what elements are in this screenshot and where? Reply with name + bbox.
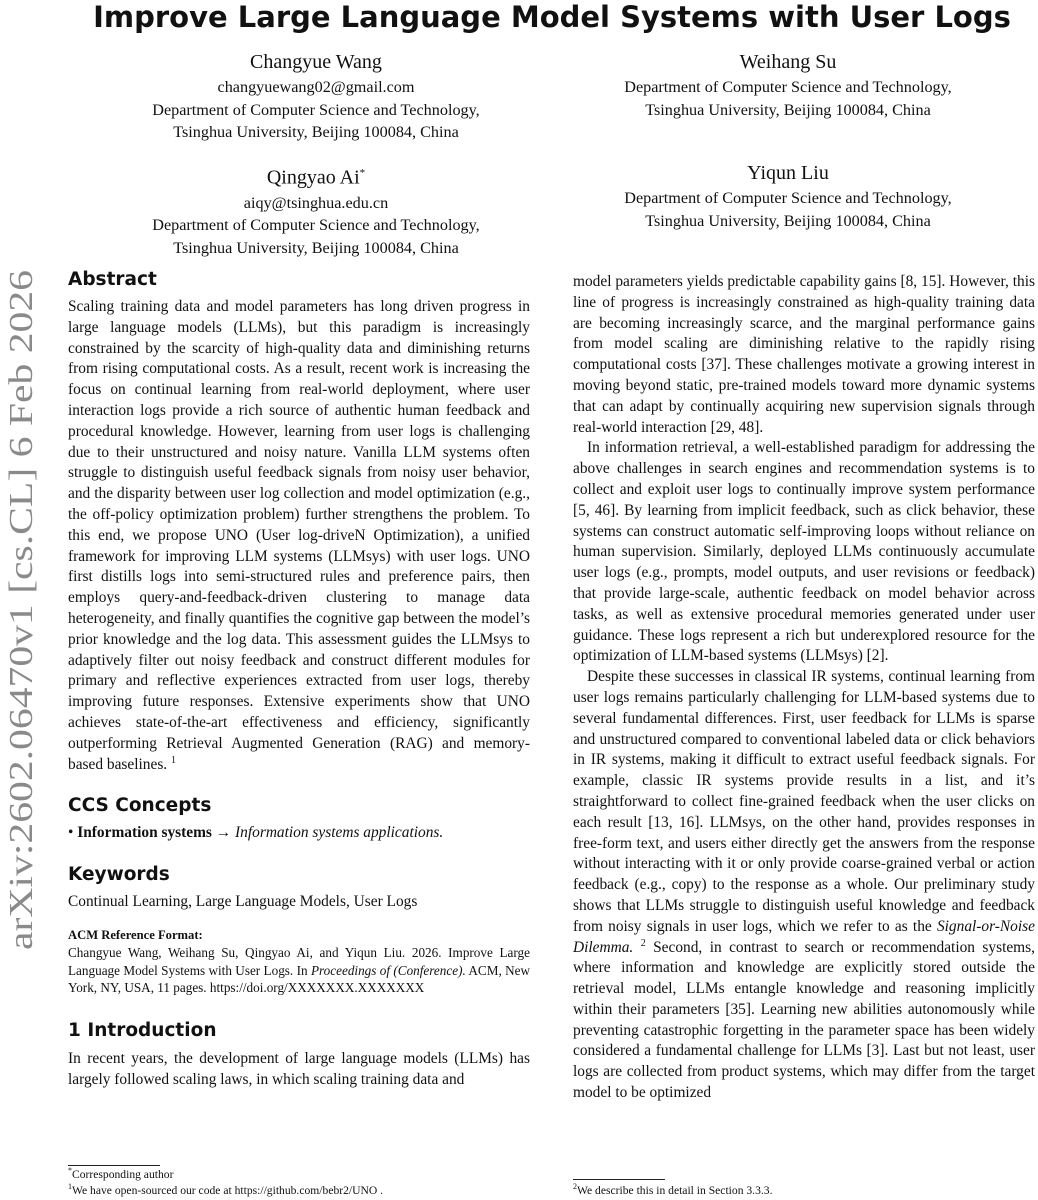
author-email: aiqy@tsinghua.edu.cn [243,193,389,212]
footnote-text: Corresponding author [72,1168,174,1181]
footnote-rule [68,1165,160,1166]
footnote-1 [68,1183,530,1198]
introduction-paragraph: model parameters yields predictable capability gains [8, 15]. However, this line of progress is increasingly constrained as high-quality training data are becoming increasingly scarce, and the marginal performance gains from model scaling are diminishing relative to the rapidly rising computational costs [37]. These challenges motivate a growing interest in moving beyond static, pre-trained models toward more dynamic systems that can adapt by continually acquiring new supervision signals through real-world interaction [29, 48]. [573,273,1035,436]
author-affiliation: Department of Computer Science and Technology, [152,100,480,119]
keywords-heading: Keywords [68,864,170,886]
arxiv-stamp-svg [0,270,44,950]
footnote-symbol: 2 [573,1182,577,1192]
keywords-text: Continual Learning, Large Language Models, User Logs [68,893,418,911]
introduction-heading: 1 Introduction [68,1019,217,1041]
ccs-subconcept: Information systems applications. [235,824,444,842]
author-email: changyuewang02@gmail.com [217,78,415,96]
footnote-mark: 1 [171,754,177,766]
author-affiliation: Department of Computer Science and Technology, [152,216,480,235]
author-block [68,161,564,259]
introduction-paragraph: In information retrieval, a well-established paradigm for addressing the above challenges in search engines and recommendation systems is to collect and exploit user logs to continually improve system performance [5, 46]. By learning from implicit feedback, such as click behavior, these systems can construct automatic self-improving loops without reliance on human supervision. Similarly, deployed LLMs continuously accumulate user logs (e.g., prompts, model outputs, and user revisions or feedback) that provide large-scale, authentic feedback on model behavior across tasks, as well as extensive procedural memories generated under user guidance. These logs represent a rich but underexplored resource for the optimization of LLM-based systems (LLMsys) [2]. [573,439,1035,665]
acm-reference-proceedings: Proceedings of (Conference). [310,962,466,978]
footnote-corresponding [68,1167,530,1182]
author-affiliation: Tsinghua University, Beijing 100084, China [173,238,459,257]
paper-title: Improve Large Language Model Systems with User Logs [93,0,1011,34]
left-column [68,268,530,1090]
paragraph-part: Second, in contrast to search or recommendation systems, where information and knowledge are explicitly stored outside the retrieval model, LLMs entangle knowledge and reasoning implicitly within their parameters [35]. Learning new abilities autonomously while preventing catastrophic forgetting in the parameter space has been widely considered a fundamental challenge for LLMs [3]. Last but not least, user logs are collected from product systems, which may differ from the target model to be optimized [573,938,1035,1102]
author-name-text: Qingyao Ai [266,166,360,189]
acm-reference-part: ACM, New York, NY, USA, 11 pages. https://doi.org/XXXXXXX.XXXXXXX [68,962,531,996]
abstract-text [68,297,530,775]
abstract-body: Scaling training data and model parameters has long driven progress in large language models (LLMs), but this paradigm is increasingly constrained by the scarcity of high-quality data and diminishing returns from rising computational costs. As a result, recent work is increasing the focus on continual learning from real-world deployment, where user interaction logs provide a rich source of authentic human feedback and procedural knowledge. However, learning from user logs is challenging due to their unstructured and noisy nature. Vanilla LLM systems often struggle to distinguish useful feedback signals from noisy user behavior, and the disparity between user log collection and model optimization (e.g., the off-policy optimization problem) further strengthens the problem. To this end, we propose UNO (User log-driveN Optimization), a unified framework for improving LLM systems (LLMsys) with user logs. UNO first distills logs into semi-structured rules and preference pairs, then employs query-and-feedback-driven clustering to manage data heterogeneity, and finally quantifies the cognitive gap between the model’s prior knowledge and the log data. This assessment guides the LLMsys to adaptively filter out noisy feedback and construct different modules for primary and reflective experiences extracted from user logs, thereby improving future responses. Extensive experiments show that UNO achieves state-of-the-art effectiveness and efficiency, significantly outperforming Retrieval Augmented Generation (RAG) and memory-based baselines. [68,298,530,773]
footnote-2 [573,1183,1035,1198]
author-affiliation: Department of Computer Science and Technology, [624,78,952,96]
author-name: Yiqun Liu [747,162,829,184]
signal-or-noise-term: Signal-or-Noise Dilemma. [573,917,1035,956]
author-name: Weihang Su [739,51,837,73]
author-affiliation: Tsinghua University, Beijing 100084, China [645,100,931,119]
footnote-text: We describe this in detail in Section 3.3.3. [577,1184,773,1197]
footnote-symbol: 1 [68,1182,72,1192]
author-affiliation: Department of Computer Science and Technology, [624,189,952,207]
corresponding-mark: * [359,167,366,179]
introduction-paragraph: In recent years, the development of large language models (LLMs) has largely followed scaling laws, in which scaling training data and [68,1049,530,1088]
right-column [573,272,1035,1104]
author-affiliation: Tsinghua University, Beijing 100084, China [645,211,931,230]
acm-reference-part: Changyue Wang, Weihang Su, Qingyao Ai, and Yiqun Liu. 2026. Improve Large Language Model Systems with User Logs. In [68,944,530,978]
introduction-paragraph [573,667,1035,1104]
ccs-concept [68,823,530,844]
footnote-mark: 2 [640,937,646,949]
author-affiliation: Tsinghua University, Beijing 100084, China [173,123,459,141]
arxiv-sidebar-stamp [0,270,44,950]
acm-reference-heading: ACM Reference Format: [68,927,203,942]
ccs-arrow: → [215,824,232,842]
ccs-concept-name: Information systems [77,824,212,842]
ccs-bullet: • [68,824,74,842]
footnote-symbol: * [68,1166,72,1176]
author-name [68,161,564,191]
author-block [540,50,1036,121]
footnote-rule [573,1179,665,1180]
author-block [540,161,1036,232]
footnote-text: We have open-sourced our code at https://github.com/bebr2/UNO . [72,1184,384,1197]
author-block [68,50,564,144]
paragraph-part: Despite these successes in classical IR systems, continual learning from user logs remains particularly challenging for LLM-based systems due to several fundamental differences. First, user feedback for LLMs is sparse and unstructured compared to conventional labeled data or click behaviors in IR systems, making it difficult to extract useful feedback signals. For example, classic IR systems provide results in a list, and it’s straightforward to collect fine-grained feedback when the user clicks on each result [13, 16]. LLMsys, on the other hand, provides responses in free-form text, and users either directly get the answers from the response without interacting with it or only provide coarse-grained verbal or action feedback (e.g., copy) to the response as a whole. Our preliminary study shows that LLMs struggle to distinguish useful knowledge and feedback from noisy signals in user logs, which we refer to as the [573,668,1035,935]
arxiv-identifier: arXiv:2602.06470v1 [cs.CL] 6 Feb 2026 [3,402,40,950]
ccs-heading: CCS Concepts [68,795,212,817]
author-name: Changyue Wang [250,51,382,73]
abstract-heading: Abstract [68,269,157,290]
acm-reference-text [68,944,530,997]
